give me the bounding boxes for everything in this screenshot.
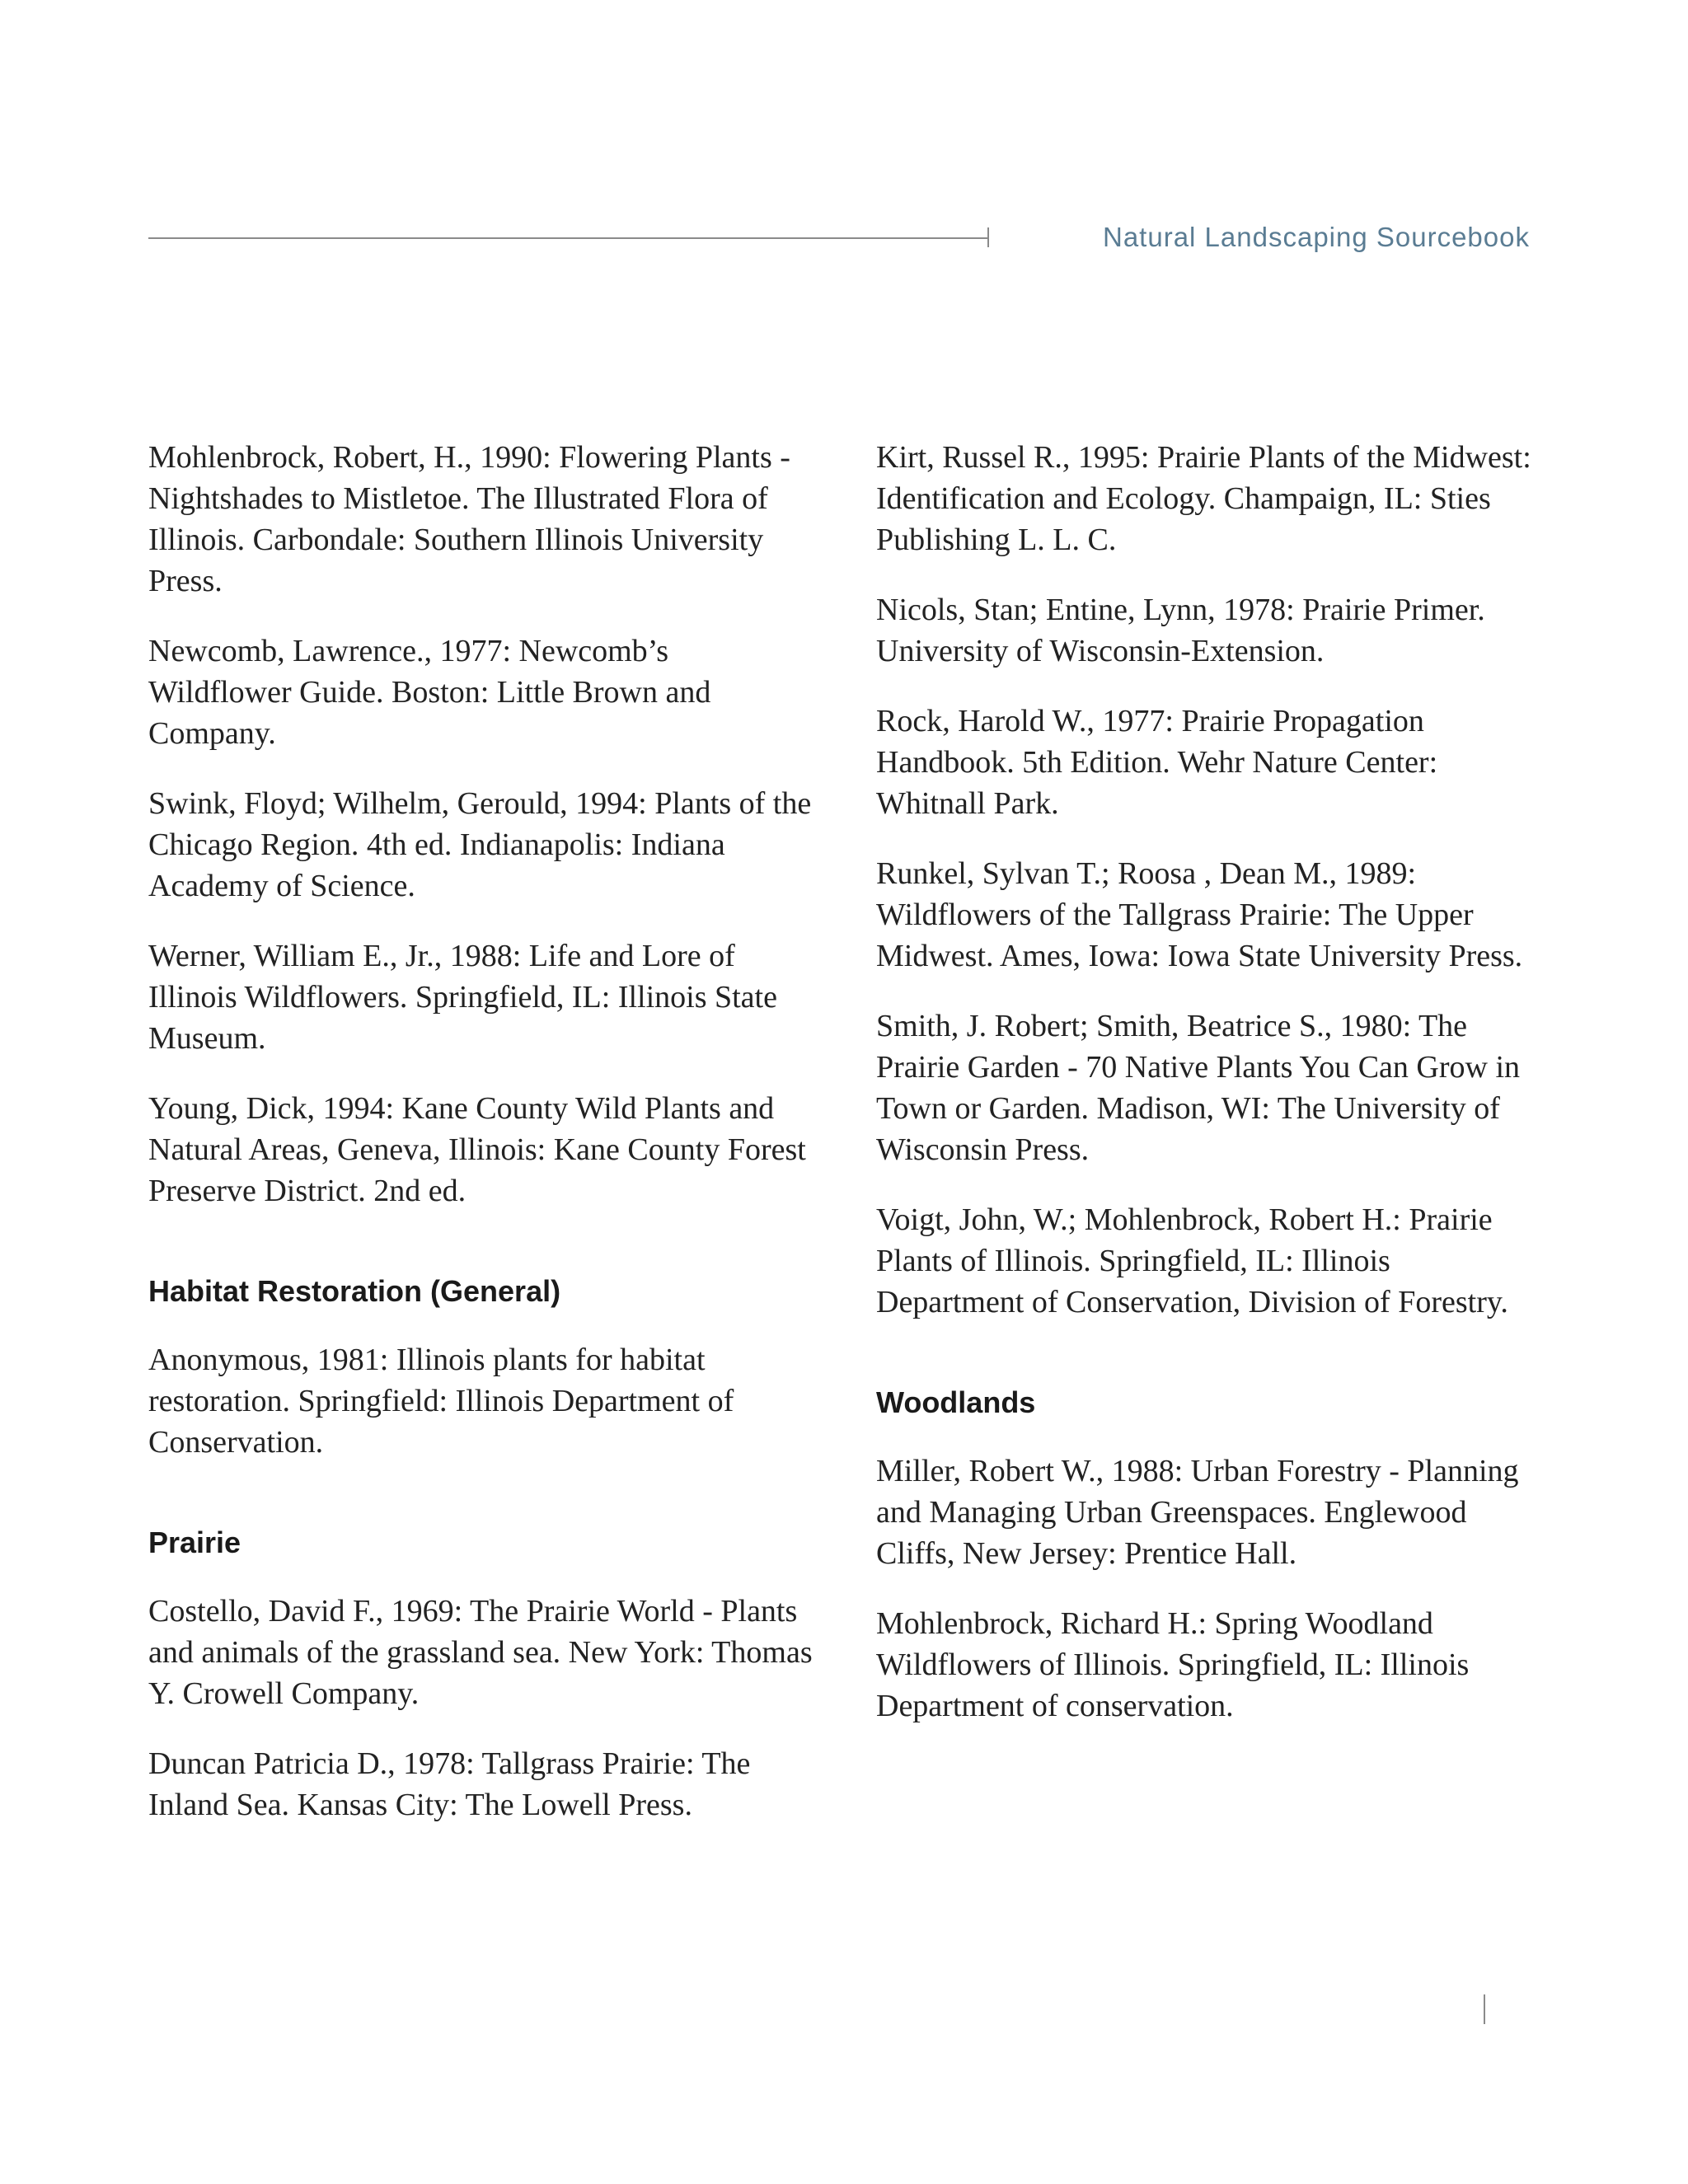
reference-entry: Young, Dick, 1994: Kane County Wild Plants and Natural Areas, Geneva, Illinois: Kane County Forest Preserve District. 2nd ed. [148, 1091, 806, 1208]
reference-entry: Mohlenbrock, Richard H.: Spring Woodland Wildflowers of Illinois. Springfield, IL: Illinois Department of conservation. [876, 1606, 1470, 1723]
reference-entry: Kirt, Russel R., 1995: Prairie Plants of the Midwest: Identification and Ecology. Champaign, IL: Sties Publishing L. L. C. [876, 440, 1531, 557]
reference-entry: Mohlenbrock, Robert, H., 1990: Flowering Plants - Nightshades to Mistletoe. The Illustrated Flora of Illinois. Carbondale: Southern Illinois University Press. [148, 440, 790, 598]
right-column [876, 437, 1544, 1755]
reference-entry: Werner, William E., Jr., 1988: Life and Lore of Illinois Wildflowers. Springfield, IL: Illinois State Museum. [148, 939, 777, 1056]
header-rule [148, 237, 989, 239]
reference-entry: Costello, David F., 1969: The Prairie World - Plants and animals of the grassland sea. New York: Thomas Y. Crowell Company. [148, 1594, 813, 1711]
page-number-tick [1484, 1994, 1485, 2024]
reference-entry: Anonymous, 1981: Illinois plants for habitat restoration. Springfield: Illinois Department of Conservation. [148, 1343, 734, 1460]
header-rule-tick [987, 227, 989, 247]
reference-entry: Voigt, John, W.; Mohlenbrock, Robert H.: Prairie Plants of Illinois. Springfield, IL: Illinois Department of Conservation, Division of Forestry. [876, 1202, 1508, 1319]
reference-entry: Duncan Patricia D., 1978: Tallgrass Prairie: The Inland Sea. Kansas City: The Lowell Press. [148, 1746, 751, 1822]
section-heading-habitat-restoration: Habitat Restoration (General) [148, 1274, 561, 1308]
section-heading-woodlands: Woodlands [876, 1385, 1036, 1419]
reference-entry: Rock, Harold W., 1977: Prairie Propagation Handbook. 5th Edition. Wehr Nature Center: Whitnall Park. [876, 704, 1438, 821]
reference-entry: Miller, Robert W., 1988: Urban Forestry - Planning and Managing Urban Greenspaces. Englewood Cliffs, New Jersey: Prentice Hall. [876, 1454, 1519, 1571]
reference-entry: Smith, J. Robert; Smith, Beatrice S., 1980: The Prairie Garden - 70 Native Plants You Can Grow in Town or Garden. Madison, WI: The University of Wisconsin Press. [876, 1009, 1521, 1167]
running-title: Natural Landscaping Sourcebook [1103, 222, 1530, 252]
left-column [148, 437, 816, 1854]
reference-entry: Runkel, Sylvan T.; Roosa , Dean M., 1989: Wildflowers of the Tallgrass Prairie: The Upper Midwest. Ames, Iowa: Iowa State University Press. [876, 856, 1523, 973]
section-heading-prairie: Prairie [148, 1526, 241, 1559]
reference-entry: Swink, Floyd; Wilhelm, Gerould, 1994: Plants of the Chicago Region. 4th ed. Indianapolis: Indiana Academy of Science. [148, 786, 812, 903]
reference-entry: Nicols, Stan; Entine, Lynn, 1978: Prairie Primer. University of Wisconsin-Extension. [876, 593, 1485, 668]
reference-entry: Newcomb, Lawrence., 1977: Newcomb’s Wildflower Guide. Boston: Little Brown and Company. [148, 634, 711, 751]
